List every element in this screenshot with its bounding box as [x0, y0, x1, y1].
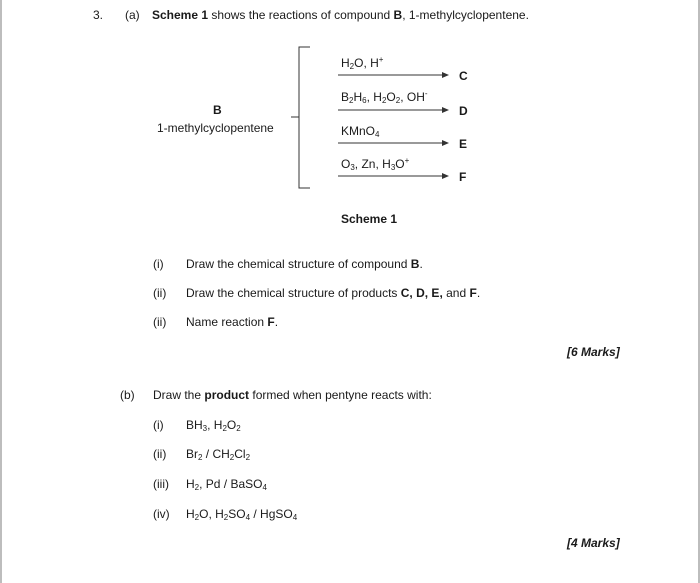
- part-b-item-label: (i): [153, 418, 164, 432]
- part-b-label: (b): [120, 388, 135, 402]
- part-a-item-text: Draw the chemical structure of compound B.: [186, 257, 423, 271]
- product-c: C: [459, 69, 468, 83]
- part-a-marks: [6 Marks]: [567, 345, 620, 359]
- part-b-lead: Draw the product formed when pentyne reacts with:: [153, 388, 432, 402]
- product-f: F: [459, 170, 467, 184]
- part-b-item-reagent: $Br_2 / CH_2Cl_2$: [186, 447, 251, 462]
- scheme-reference: Scheme 1: [152, 8, 209, 22]
- part-a-item-label: (ii): [153, 286, 167, 300]
- reagent-c: $H_2O$, H+: [341, 55, 384, 71]
- arrow-head-c: [442, 72, 449, 78]
- question-number: 3.: [93, 8, 104, 22]
- reactant-name: 1-methylcyclopentene: [157, 121, 274, 135]
- product-d: D: [459, 104, 468, 118]
- arrow-head-e: [442, 140, 449, 146]
- part-a-item-text: Name reaction F.: [186, 315, 279, 329]
- part-b-item-reagent: $H_2O$, $H_2SO_4$ / HgSO$_4$: [186, 507, 298, 522]
- scheme-caption: Scheme 1: [341, 212, 398, 226]
- compound-description: , 1-methylcyclopentene.: [402, 8, 529, 22]
- part-a-item-label: (ii): [153, 315, 167, 329]
- part-b-marks: [4 Marks]: [567, 536, 620, 550]
- part-b-item-reagent: $BH_3$, $H_2O_2$: [186, 418, 241, 433]
- arrow-head-d: [442, 107, 449, 113]
- product-e: E: [459, 137, 468, 151]
- part-b-item-reagent: $H_2$, Pd / BaSO$_4$: [186, 477, 267, 492]
- part-a-item-label: (i): [153, 257, 164, 271]
- reagent-e: KMnO$_4$: [341, 124, 380, 139]
- reagent-d: $B_2H_6$, $H_2O_2$, OH-: [341, 89, 428, 105]
- part-b-item-label: (ii): [153, 447, 167, 461]
- scheme-bracket: [299, 47, 310, 188]
- part-b-item-label: (iii): [153, 477, 169, 491]
- intro-text: shows the reactions of compound: [211, 8, 391, 22]
- part-b-item-label: (iv): [153, 507, 170, 521]
- reagent-f: $O_3$, Zn, $H_3O^+$: [341, 156, 410, 172]
- compound-letter: B: [393, 8, 403, 22]
- part-a-label: (a): [125, 8, 140, 22]
- part-a-item-text: Draw the chemical structure of products C, D, E, and F.: [186, 286, 481, 300]
- reactant-label: B: [213, 103, 222, 117]
- arrow-head-f: [442, 173, 449, 179]
